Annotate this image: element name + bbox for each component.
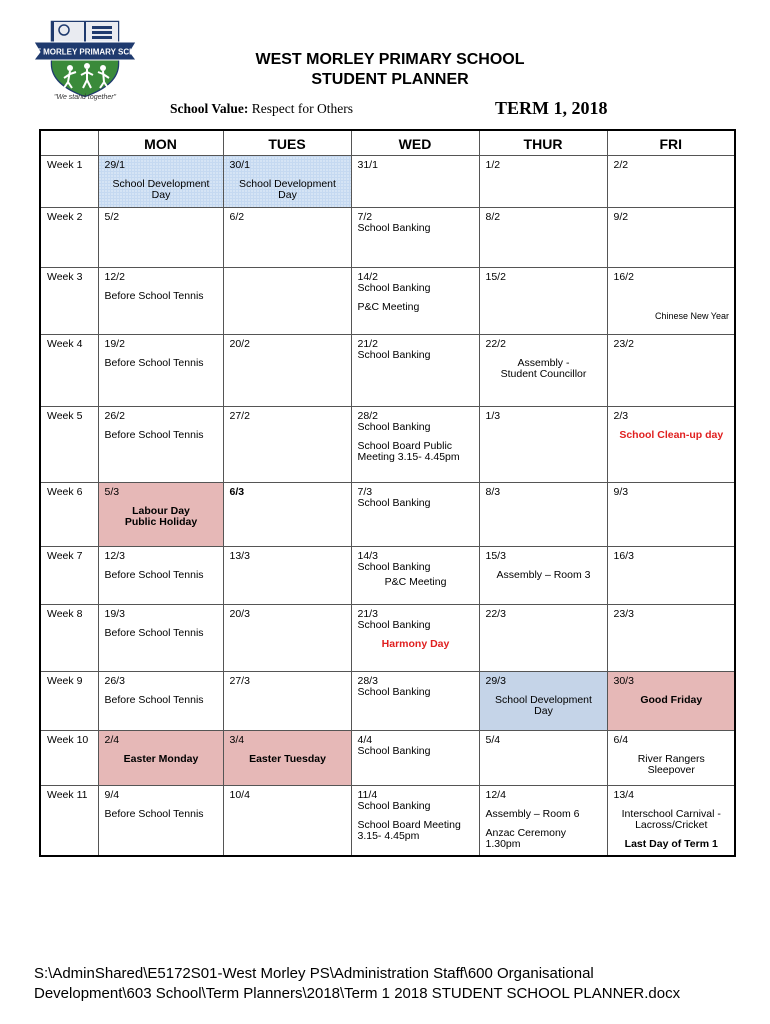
cell: 9/3 bbox=[607, 483, 735, 547]
cell: 23/3 bbox=[607, 605, 735, 672]
cell: 9/2 bbox=[607, 208, 735, 268]
table-row bbox=[40, 672, 735, 731]
cell: 27/2 bbox=[223, 407, 351, 483]
cell: 7/2 School Banking bbox=[351, 208, 479, 268]
cell: 2/4 Easter Monday bbox=[98, 731, 223, 786]
cell: 26/2 Before School Tennis bbox=[98, 407, 223, 483]
table-row bbox=[40, 208, 735, 268]
table-row bbox=[40, 786, 735, 856]
week-label: Week 8 bbox=[40, 605, 98, 672]
cell: 28/2 School Banking School Board Public Meeting 3.15- 4.45pm bbox=[351, 407, 479, 483]
cell: 13/4 Interschool Carnival - Lacross/Cricket Last Day of Term 1 bbox=[607, 786, 735, 856]
cell: 28/3 School Banking bbox=[351, 672, 479, 731]
cell: 6/4 River Rangers Sleepover bbox=[607, 731, 735, 786]
table-row bbox=[40, 483, 735, 547]
cell: 16/2 Chinese New Year bbox=[607, 268, 735, 335]
cell: 15/2 bbox=[479, 268, 607, 335]
planner-table bbox=[39, 129, 736, 857]
table-row bbox=[40, 156, 735, 208]
cell: 12/2 Before School Tennis bbox=[98, 268, 223, 335]
cell: 4/4 School Banking bbox=[351, 731, 479, 786]
cell: 11/4 School Banking School Board Meeting 3.15- 4.45pm bbox=[351, 786, 479, 856]
cell: 5/4 bbox=[479, 731, 607, 786]
cell: 20/3 bbox=[223, 605, 351, 672]
cell: 29/1 School Development Day bbox=[98, 156, 223, 208]
cell: 22/2 Assembly - Student Councillor bbox=[479, 335, 607, 407]
day-header: TUES bbox=[223, 130, 351, 156]
cell: 22/3 bbox=[479, 605, 607, 672]
cell: 7/3 School Banking bbox=[351, 483, 479, 547]
cell: 26/3 Before School Tennis bbox=[98, 672, 223, 731]
school-logo bbox=[17, 12, 153, 102]
cell: 9/4 Before School Tennis bbox=[98, 786, 223, 856]
week-label: Week 6 bbox=[40, 483, 98, 547]
cell: 21/2 School Banking bbox=[351, 335, 479, 407]
term-label: TERM 1, 2018 bbox=[495, 98, 608, 118]
cell: 14/3 School Banking P&C Meeting bbox=[351, 547, 479, 605]
week-label: Week 10 bbox=[40, 731, 98, 786]
table-row bbox=[40, 268, 735, 335]
cell: 1/2 bbox=[479, 156, 607, 208]
school-motto: "We stand together" bbox=[54, 94, 117, 101]
cell: 19/3 Before School Tennis bbox=[98, 605, 223, 672]
cell: 30/3 Good Friday bbox=[607, 672, 735, 731]
cell: 27/3 bbox=[223, 672, 351, 731]
cell: 30/1 School Development Day bbox=[223, 156, 351, 208]
week-label: Week 4 bbox=[40, 335, 98, 407]
cell: 23/2 bbox=[607, 335, 735, 407]
cell: 6/2 bbox=[223, 208, 351, 268]
page-title: WEST MORLEY PRIMARY SCHOOL bbox=[255, 51, 525, 68]
school-value: School Value: Respect for Others bbox=[170, 101, 353, 116]
cell: 12/3 Before School Tennis bbox=[98, 547, 223, 605]
table-row bbox=[40, 407, 735, 483]
cell: 20/2 bbox=[223, 335, 351, 407]
week-label: Week 1 bbox=[40, 156, 98, 208]
week-label: Week 9 bbox=[40, 672, 98, 731]
cell: 13/3 bbox=[223, 547, 351, 605]
cell: 1/3 bbox=[479, 407, 607, 483]
cell: 12/4 Assembly – Room 6 Anzac Ceremony 1.30pm bbox=[479, 786, 607, 856]
svg-text:WEST MORLEY PRIMARY SCHOOL: WEST MORLEY PRIMARY SCHOOL bbox=[17, 47, 153, 57]
cell: 10/4 bbox=[223, 786, 351, 856]
cell: 8/2 bbox=[479, 208, 607, 268]
day-header: FRI bbox=[607, 130, 735, 156]
day-header: MON bbox=[98, 130, 223, 156]
cell: 21/3 School Banking Harmony Day bbox=[351, 605, 479, 672]
day-header: WED bbox=[351, 130, 479, 156]
week-label: Week 3 bbox=[40, 268, 98, 335]
day-header: THUR bbox=[479, 130, 607, 156]
cell bbox=[223, 268, 351, 335]
week-label: Week 7 bbox=[40, 547, 98, 605]
cell: 3/4 Easter Tuesday bbox=[223, 731, 351, 786]
week-label: Week 2 bbox=[40, 208, 98, 268]
cell: 19/2 Before School Tennis bbox=[98, 335, 223, 407]
cell: 2/2 bbox=[607, 156, 735, 208]
cell: 31/1 bbox=[351, 156, 479, 208]
cell: 16/3 bbox=[607, 547, 735, 605]
table-row bbox=[40, 605, 735, 672]
cell: 14/2 School Banking P&C Meeting bbox=[351, 268, 479, 335]
cell: 8/3 bbox=[479, 483, 607, 547]
cell: 2/3 School Clean-up day bbox=[607, 407, 735, 483]
table-row bbox=[40, 335, 735, 407]
cell: 6/3 bbox=[223, 483, 351, 547]
page-subtitle: STUDENT PLANNER bbox=[311, 71, 469, 88]
file-path-footer: S:\AdminShared\E5172S01-West Morley PS\Administration Staff\600 Organisational Development\603 School\Term Planners\2018\Term 1 2018 STUDENT SCHOOL PLANNER.docx bbox=[34, 965, 681, 1002]
cell: 29/3 School Development Day bbox=[479, 672, 607, 731]
week-label: Week 11 bbox=[40, 786, 98, 856]
cell: 5/3 Labour Day Public Holiday bbox=[98, 483, 223, 547]
header-row bbox=[40, 130, 735, 156]
cell: 5/2 bbox=[98, 208, 223, 268]
cell: 15/3 Assembly – Room 3 bbox=[479, 547, 607, 605]
table-row bbox=[40, 547, 735, 605]
table-row bbox=[40, 731, 735, 786]
week-label: Week 5 bbox=[40, 407, 98, 483]
